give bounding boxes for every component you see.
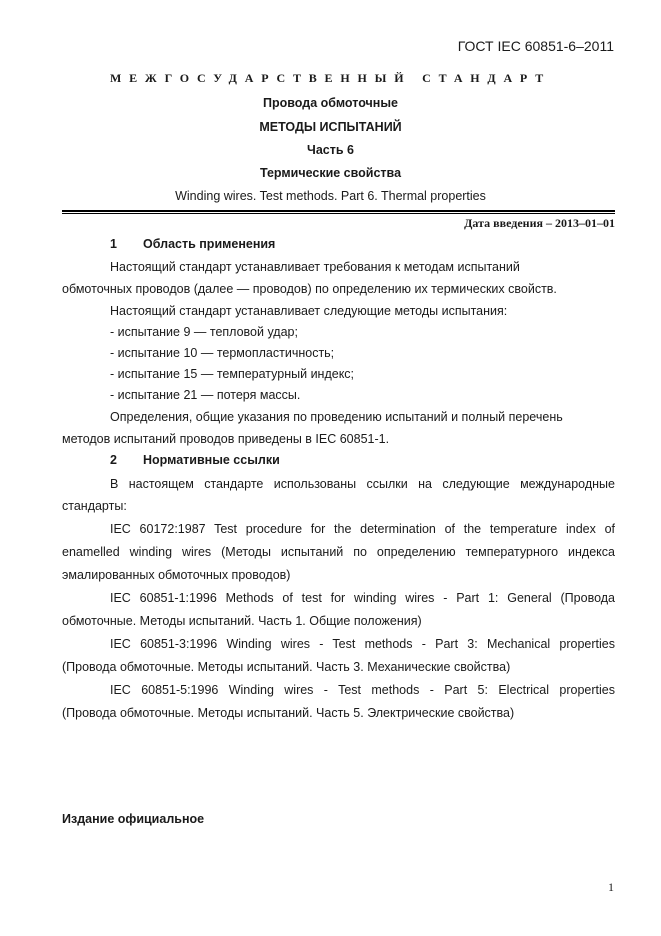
section-2-heading	[110, 453, 661, 467]
section-1-para-2: Настоящий стандарт устанавливает следующие методы испытания:	[110, 304, 508, 318]
section-1-para-1-line-1: Настоящий стандарт устанавливает требования к методам испытаний	[110, 260, 520, 274]
test-list-item: - испытание 9 — тепловой удар;	[110, 325, 298, 339]
document-code: ГОСТ IEC 60851-6–2011	[457, 38, 614, 54]
title-line-2: МЕТОДЫ ИСПЫТАНИЙ	[259, 120, 402, 134]
interstate-standard-heading: МЕЖГОСУДАРСТВЕННЫЙ СТАНДАРТ	[109, 71, 552, 85]
section-2-number: 2	[110, 453, 117, 467]
introduction-date: Дата введения – 2013–01–01	[464, 216, 615, 230]
section-1-heading	[110, 237, 661, 251]
section-1-number: 1	[110, 237, 117, 251]
reference-1-line-3: эмалированных обмоточных проводов)	[62, 568, 291, 582]
reference-4-line-2: (Провода обмоточные. Методы испытаний. Часть 5. Электрические свойства)	[62, 706, 515, 720]
reference-1-line-1: IEC 60172:1987 Test procedure for the determination of the temperature index of	[110, 522, 615, 536]
title-line-1: Провода обмоточные	[263, 96, 398, 110]
section-1-para-3-line-1: Определения, общие указания по проведению испытаний и полный перечень	[110, 410, 563, 424]
section-2-para-1-line-2: стандарты:	[62, 499, 127, 513]
section-1-title: Область применения	[143, 237, 276, 251]
section-2-para-1-line-1: В настоящем стандарте использованы ссылки на следующие международные	[110, 477, 615, 491]
test-list-item: - испытание 15 — температурный индекс;	[110, 367, 355, 381]
title-rule-thin	[62, 213, 615, 214]
title-english: Winding wires. Test methods. Part 6. Thermal properties	[175, 189, 486, 203]
title-part: Часть 6	[307, 143, 354, 157]
test-list-item: - испытание 10 — термопластичность;	[110, 346, 335, 360]
section-1-para-3-line-2: методов испытаний проводов приведены в IEC 60851-1.	[62, 432, 390, 446]
section-1-para-1-line-2: обмоточных проводов (далее — проводов) по определению их термических свойств.	[62, 282, 557, 296]
title-subject: Термические свойства	[259, 166, 402, 180]
reference-1-line-2: enamelled winding wires (Методы испытаний по определению температурного индекса	[62, 545, 615, 559]
reference-2-line-2: обмоточные. Методы испытаний. Часть 1. Общие положения)	[62, 614, 422, 628]
reference-3-line-2: (Провода обмоточные. Методы испытаний. Часть 3. Механические свойства)	[62, 660, 511, 674]
reference-4-line-1: IEC 60851-5:1996 Winding wires - Test methods - Part 5: Electrical properties	[110, 683, 615, 697]
official-edition-note: Издание официальное	[62, 812, 205, 826]
page-number: 1	[608, 880, 614, 894]
section-2-title: Нормативные ссылки	[143, 453, 280, 467]
reference-3-line-1: IEC 60851-3:1996 Winding wires - Test methods - Part 3: Mechanical properties	[110, 637, 615, 651]
reference-2-line-1: IEC 60851-1:1996 Methods of test for winding wires - Part 1: General (Провода	[110, 591, 615, 605]
title-rule-thick	[62, 210, 615, 212]
test-list-item: - испытание 21 — потеря массы.	[110, 388, 301, 402]
